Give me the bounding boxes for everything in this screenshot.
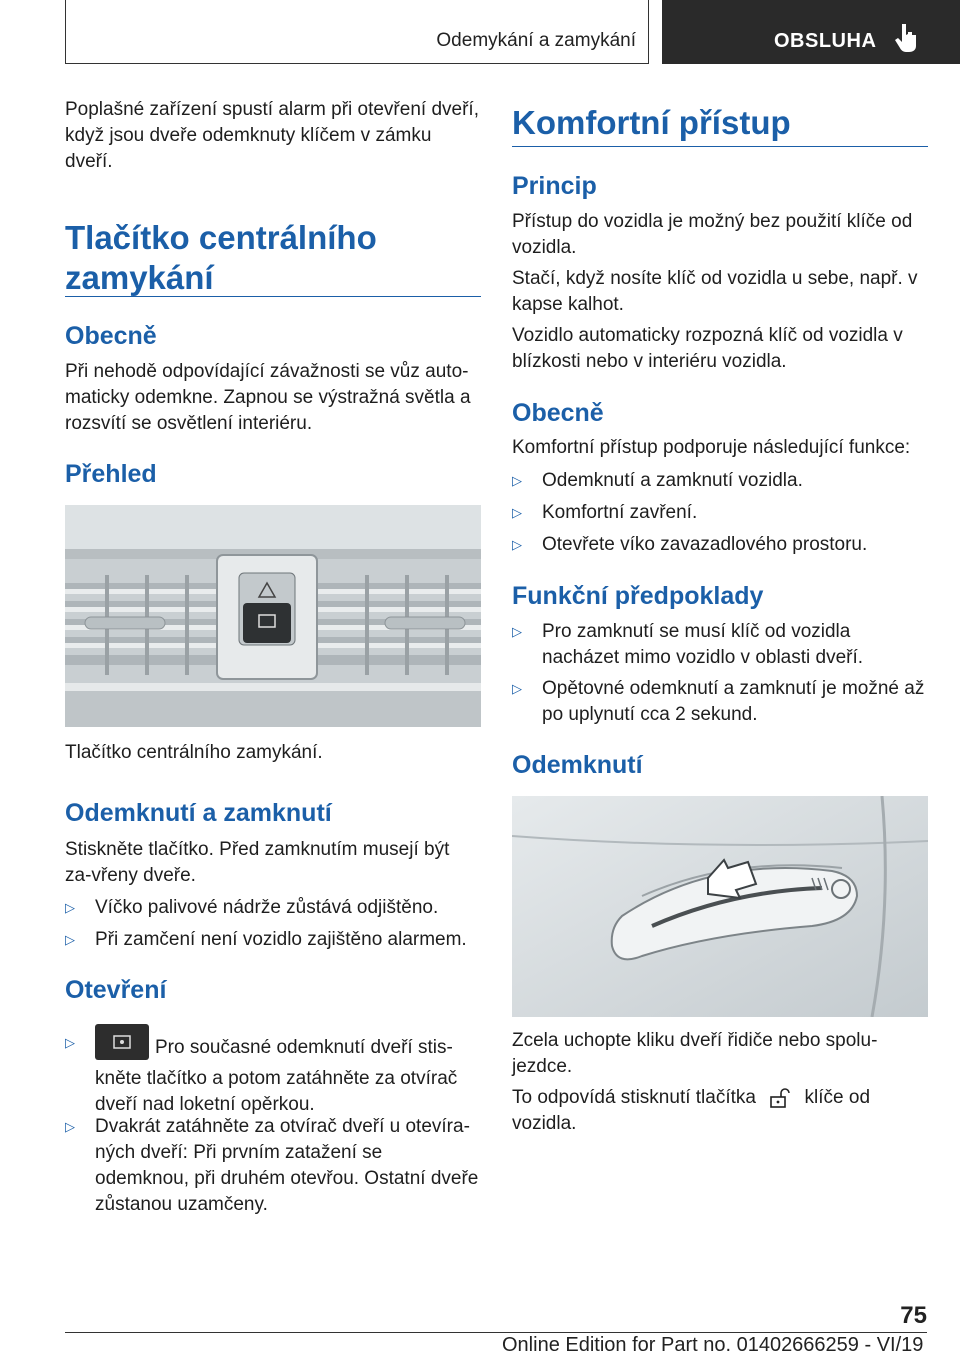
triangle-bullet-icon: ▷: [65, 1035, 75, 1050]
intro-paragraph: Poplašné zařízení spustí alarm při otevření dveří, když jsou dveře odemknuty klíčem v zámku dveří.: [65, 99, 479, 172]
triangle-bullet-icon: ▷: [512, 473, 522, 488]
princip-paragraph-2: Stačí, když nosíte klíč od vozidla u sebe, např. v kapse kalhot.: [512, 268, 918, 315]
triangle-bullet-icon: ▷: [512, 681, 522, 696]
heading-princip: Princip: [512, 172, 597, 200]
princip-paragraph-1: Přístup do vozidla je možný bez použití klíče od vozidla.: [512, 211, 913, 258]
triangle-bullet-icon: ▷: [65, 932, 75, 947]
triangle-bullet-icon: ▷: [512, 624, 522, 639]
odemknuti-paragraph-2: To odpovídá stisknutí tlačítka klíče od vozidla.: [512, 1087, 871, 1134]
page-number: 75: [900, 1302, 927, 1329]
heading-odemknuti-right: Odemknutí: [512, 751, 643, 779]
heading-predpoklady: Funkční předpoklady: [512, 582, 764, 610]
heading-obecne-right: Obecně: [512, 399, 604, 427]
heading-odemknuti-zamknuti: Odemknutí a zamknutí: [65, 799, 332, 827]
heading-rule: [512, 146, 928, 147]
door-handle-image: [512, 796, 928, 1017]
header-section-title: Odemykání a zamykání: [436, 30, 636, 51]
heading-otevreni: Otevření: [65, 976, 167, 1004]
obecne-paragraph-left: Při nehodě odpovídající závažnosti se vůz auto-maticky odemkne. Zapnou se výstražná světla a rozsvítí se osvětlení interiéru.: [65, 361, 471, 434]
unlock-key-icon: [765, 1087, 795, 1109]
triangle-bullet-icon: ▷: [65, 1119, 75, 1134]
header-section-box: [65, 0, 649, 64]
triangle-bullet-icon: ▷: [65, 900, 75, 915]
triangle-bullet-icon: ▷: [512, 505, 522, 520]
footer-edition-text: Online Edition for Part no. 01402666259 - VI/19: [502, 1334, 924, 1356]
heading-prehled: Přehled: [65, 460, 157, 488]
figure-caption-left: Tlačítko centrálního zamykání.: [65, 742, 323, 763]
unlock-door-button-icon: [95, 1024, 149, 1060]
odemknuti-zamknuti-paragraph: Stiskněte tlačítko. Před zamknutím musejí být za-vřeny dveře.: [65, 839, 450, 886]
door-unlock-icon: [95, 1024, 149, 1060]
footer-rule: [65, 1332, 927, 1333]
heading-comfort-access: Komfortní přístup: [512, 104, 791, 141]
heading-central-locking: Tlačítko centrálního zamykání: [65, 219, 377, 296]
heading-rule: [65, 296, 481, 297]
odemknuti-paragraph-1: Zcela uchopte kliku dveří řidiče nebo spolu-jezdce.: [512, 1030, 878, 1077]
obecne-paragraph-right: Komfortní přístup podporuje následující funkce:: [512, 437, 911, 458]
central-locking-button-image: [65, 505, 481, 727]
hand-pointer-icon: [894, 22, 920, 52]
header-chapter-title: OBSLUHA: [774, 30, 877, 52]
triangle-bullet-icon: ▷: [512, 537, 522, 552]
princip-paragraph-3: Vozidlo automaticky rozpozná klíč od vozidla v blízkosti nebo v interiéru vozidla.: [512, 325, 903, 372]
heading-obecne-left: Obecně: [65, 322, 157, 350]
